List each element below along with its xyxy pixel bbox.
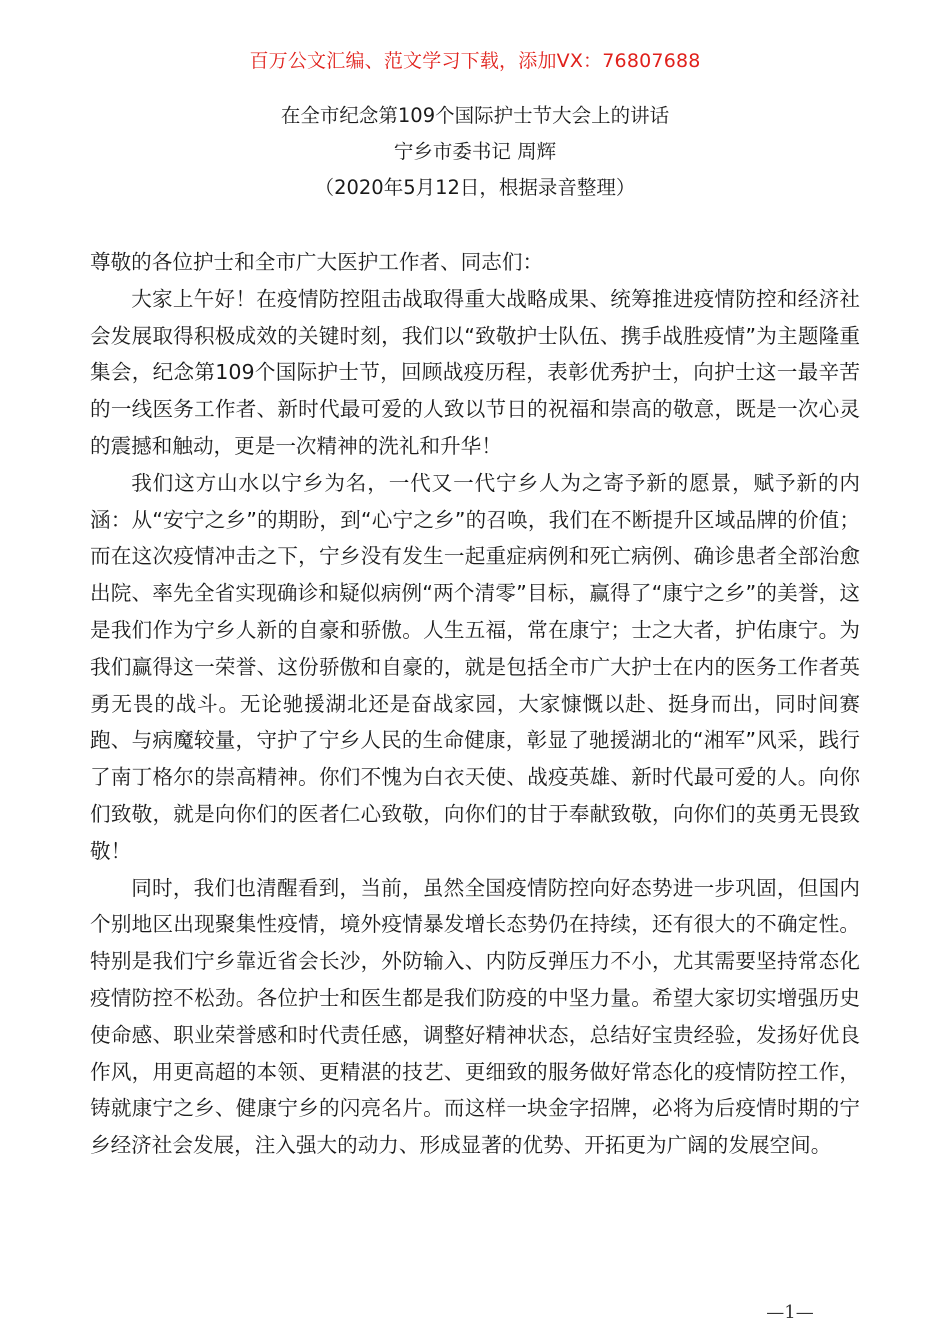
salutation: 尊敬的各位护士和全市广大医护工作者、同志们：	[90, 250, 544, 274]
document-title: 在全市纪念第109个国际护士节大会上的讲话	[280, 104, 670, 127]
promo-banner: 百万公文汇编、范文学习下载，添加VX：76807688	[249, 50, 701, 72]
speech-body	[90, 244, 860, 1164]
paragraph: 同时，我们也清醒看到，当前，虽然全国疫情防控向好态势进一步巩固，但国内个别地区出现聚集性疫情，境外疫情暴发增长态势仍在持续，还有很大的不确定性。特别是我们宁乡靠近省会长沙，外防输入、内防反弹压力不小，尤其需要坚持常态化疫情防控不松劲。各位护士和医生都是我们防疫的中坚力量。希望大家切实增强历史使命感、职业荣誉感和时代责任感，调整好精神状态，总结好宝贵经验，发扬好优良作风，用更高超的本领、更精湛的技艺、更细致的服务做好常态化的疫情防控工作，铸就康宁之乡、健康宁乡的闪亮名片。而这样一块金字招牌，必将为后疫情时期的宁乡经济社会发展，注入强大的动力、形成显著的优势、开拓更为广阔的发展空间。	[90, 875, 860, 1158]
speaker-line: 宁乡市委书记 周辉	[393, 140, 557, 163]
paragraph: 大家上午好！在疫情防控阻击战取得重大战略成果、统筹推进疫情防控和经济社会发展取得积极成效的关键时刻，我们以“致敬护士队伍、携手战胜疫情”为主题隆重集会，纪念第109个国际护士节，回顾战疫历程，表彰优秀护士，向护士这一最辛苦的一线医务工作者、新时代最可爱的人致以节日的祝福和崇高的敬意，既是一次心灵的震撼和触动，更是一次精神的洗礼和升华！	[90, 286, 860, 458]
page-number: —1—	[766, 1302, 814, 1323]
date-note: （2020年5月12日，根据录音整理）	[314, 176, 636, 199]
title-block	[0, 98, 950, 206]
paragraph: 我们这方山水以宁乡为名，一代又一代宁乡人为之寄予新的愿景，赋予新的内涵：从“安宁之乡”的期盼，到“心宁之乡”的召唤，我们在不断提升区域品牌的价值；而在这次疫情冲击之下，宁乡没有发生一起重症病例和死亡病例、确诊患者全部治愈出院、率先全省实现确诊和疑似病例“两个清零”目标，赢得了“康宁之乡”的美誉，这是我们作为宁乡人新的自豪和骄傲。人生五福，常在康宁；士之大者，护佑康宁。为我们赢得这一荣誉、这份骄傲和自豪的，就是包括全市广大护士在内的医务工作者英勇无畏的战斗。无论驰援湖北还是奋战家园，大家慷慨以赴、挺身而出，同时间赛跑、与病魔较量，守护了宁乡人民的生命健康，彰显了驰援湖北的“湘军”风采，践行了南丁格尔的崇高精神。你们不愧为白衣天使、战疫英雄、新时代最可爱的人。向你们致敬，就是向你们的医者仁心致敬，向你们的甘于奉献致敬，向你们的英勇无畏致敬！	[90, 470, 860, 863]
